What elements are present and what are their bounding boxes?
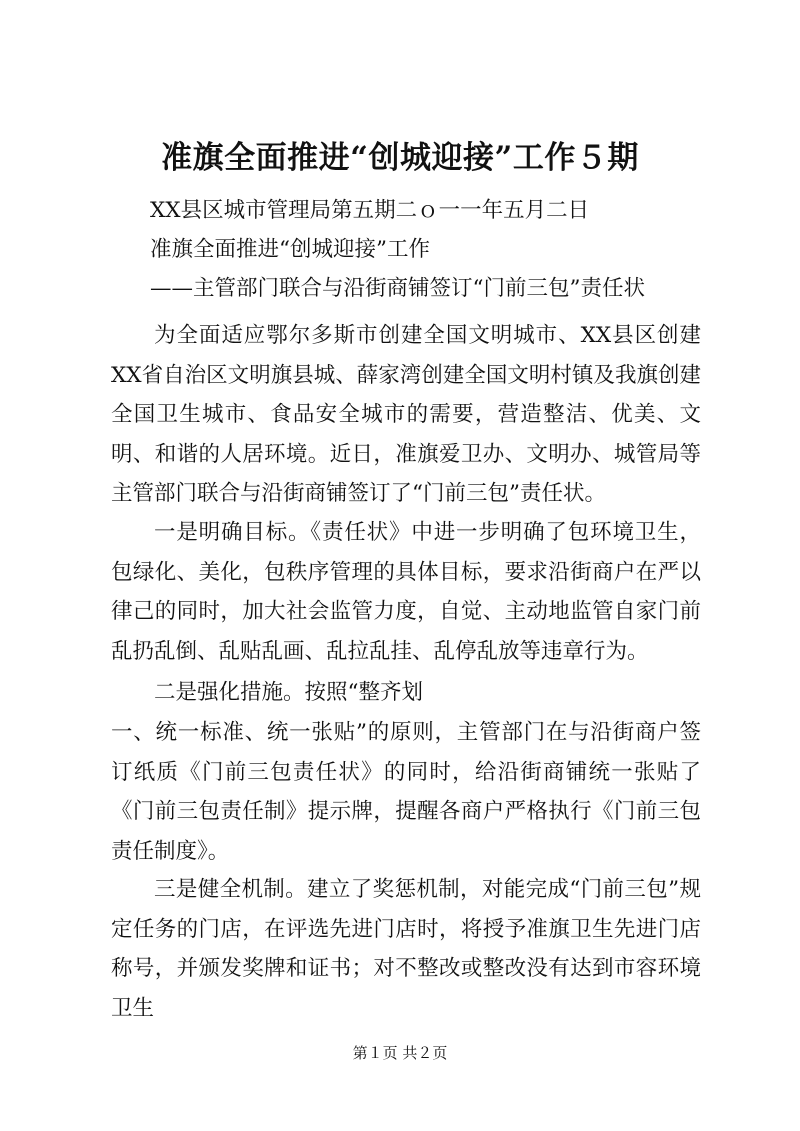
page-footer: 第１页 共２页 <box>352 1044 448 1062</box>
paragraph-goal: 一是明确目标。《责任状》中进一步明确了包环境卫生，包绿化、美化，包秩序管理的具体目标，要求沿街商户在严以律己的同时，加大社会监管力度，自觉、主动地监管自家门前乱扔乱倒、乱贴乱画、乱拉乱挂、乱停乱放等违章行为。 <box>111 520 701 664</box>
subtitle-line: 准旗全面推进“创城迎接”工作 <box>150 237 430 262</box>
paragraph-intro: 为全面适应鄂尔多斯市创建全国文明城市、XX县区创建XX省自治区文明旗县城、薛家湾创建全国文明村镇及我旗创建全国卫生城市、食品安全城市的需要，营造整洁、优美、文明、和谐的人居环境。近日，准旗爱卫办、文明办、城管局等主管部门联合与沿街商铺签订了“门前三包”责任状。 <box>111 323 701 506</box>
paragraph-measures: 二是强化措施。按照“整齐划 <box>154 680 423 705</box>
document-title: 准旗全面推进“创城迎接”工作５期 <box>161 140 639 176</box>
paragraph-mechanism: 三是健全机制。建立了奖惩机制，对能完成“门前三包”规定任务的门店，在评选先进门店时，将授予准旗卫生先进门店称号，并颁发奖牌和证书；对不整改或整改没有达到市容环境卫生 <box>111 877 701 1021</box>
paragraph-measures-cont: 一、统一标准、统一张贴”的原则，主管部门在与沿街商户签订纸质《门前三包责任状》的同时，给沿街商铺统一张贴了《门前三包责任制》提示牌，提醒各商户严格执行《门前三包责任制度》。 <box>111 720 701 864</box>
subheading-line: ——主管部门联合与沿街商铺签订“门前三包”责任状 <box>150 276 645 301</box>
issue-line: XX县区城市管理局第五期二ｏ一一年五月二日 <box>150 198 590 223</box>
